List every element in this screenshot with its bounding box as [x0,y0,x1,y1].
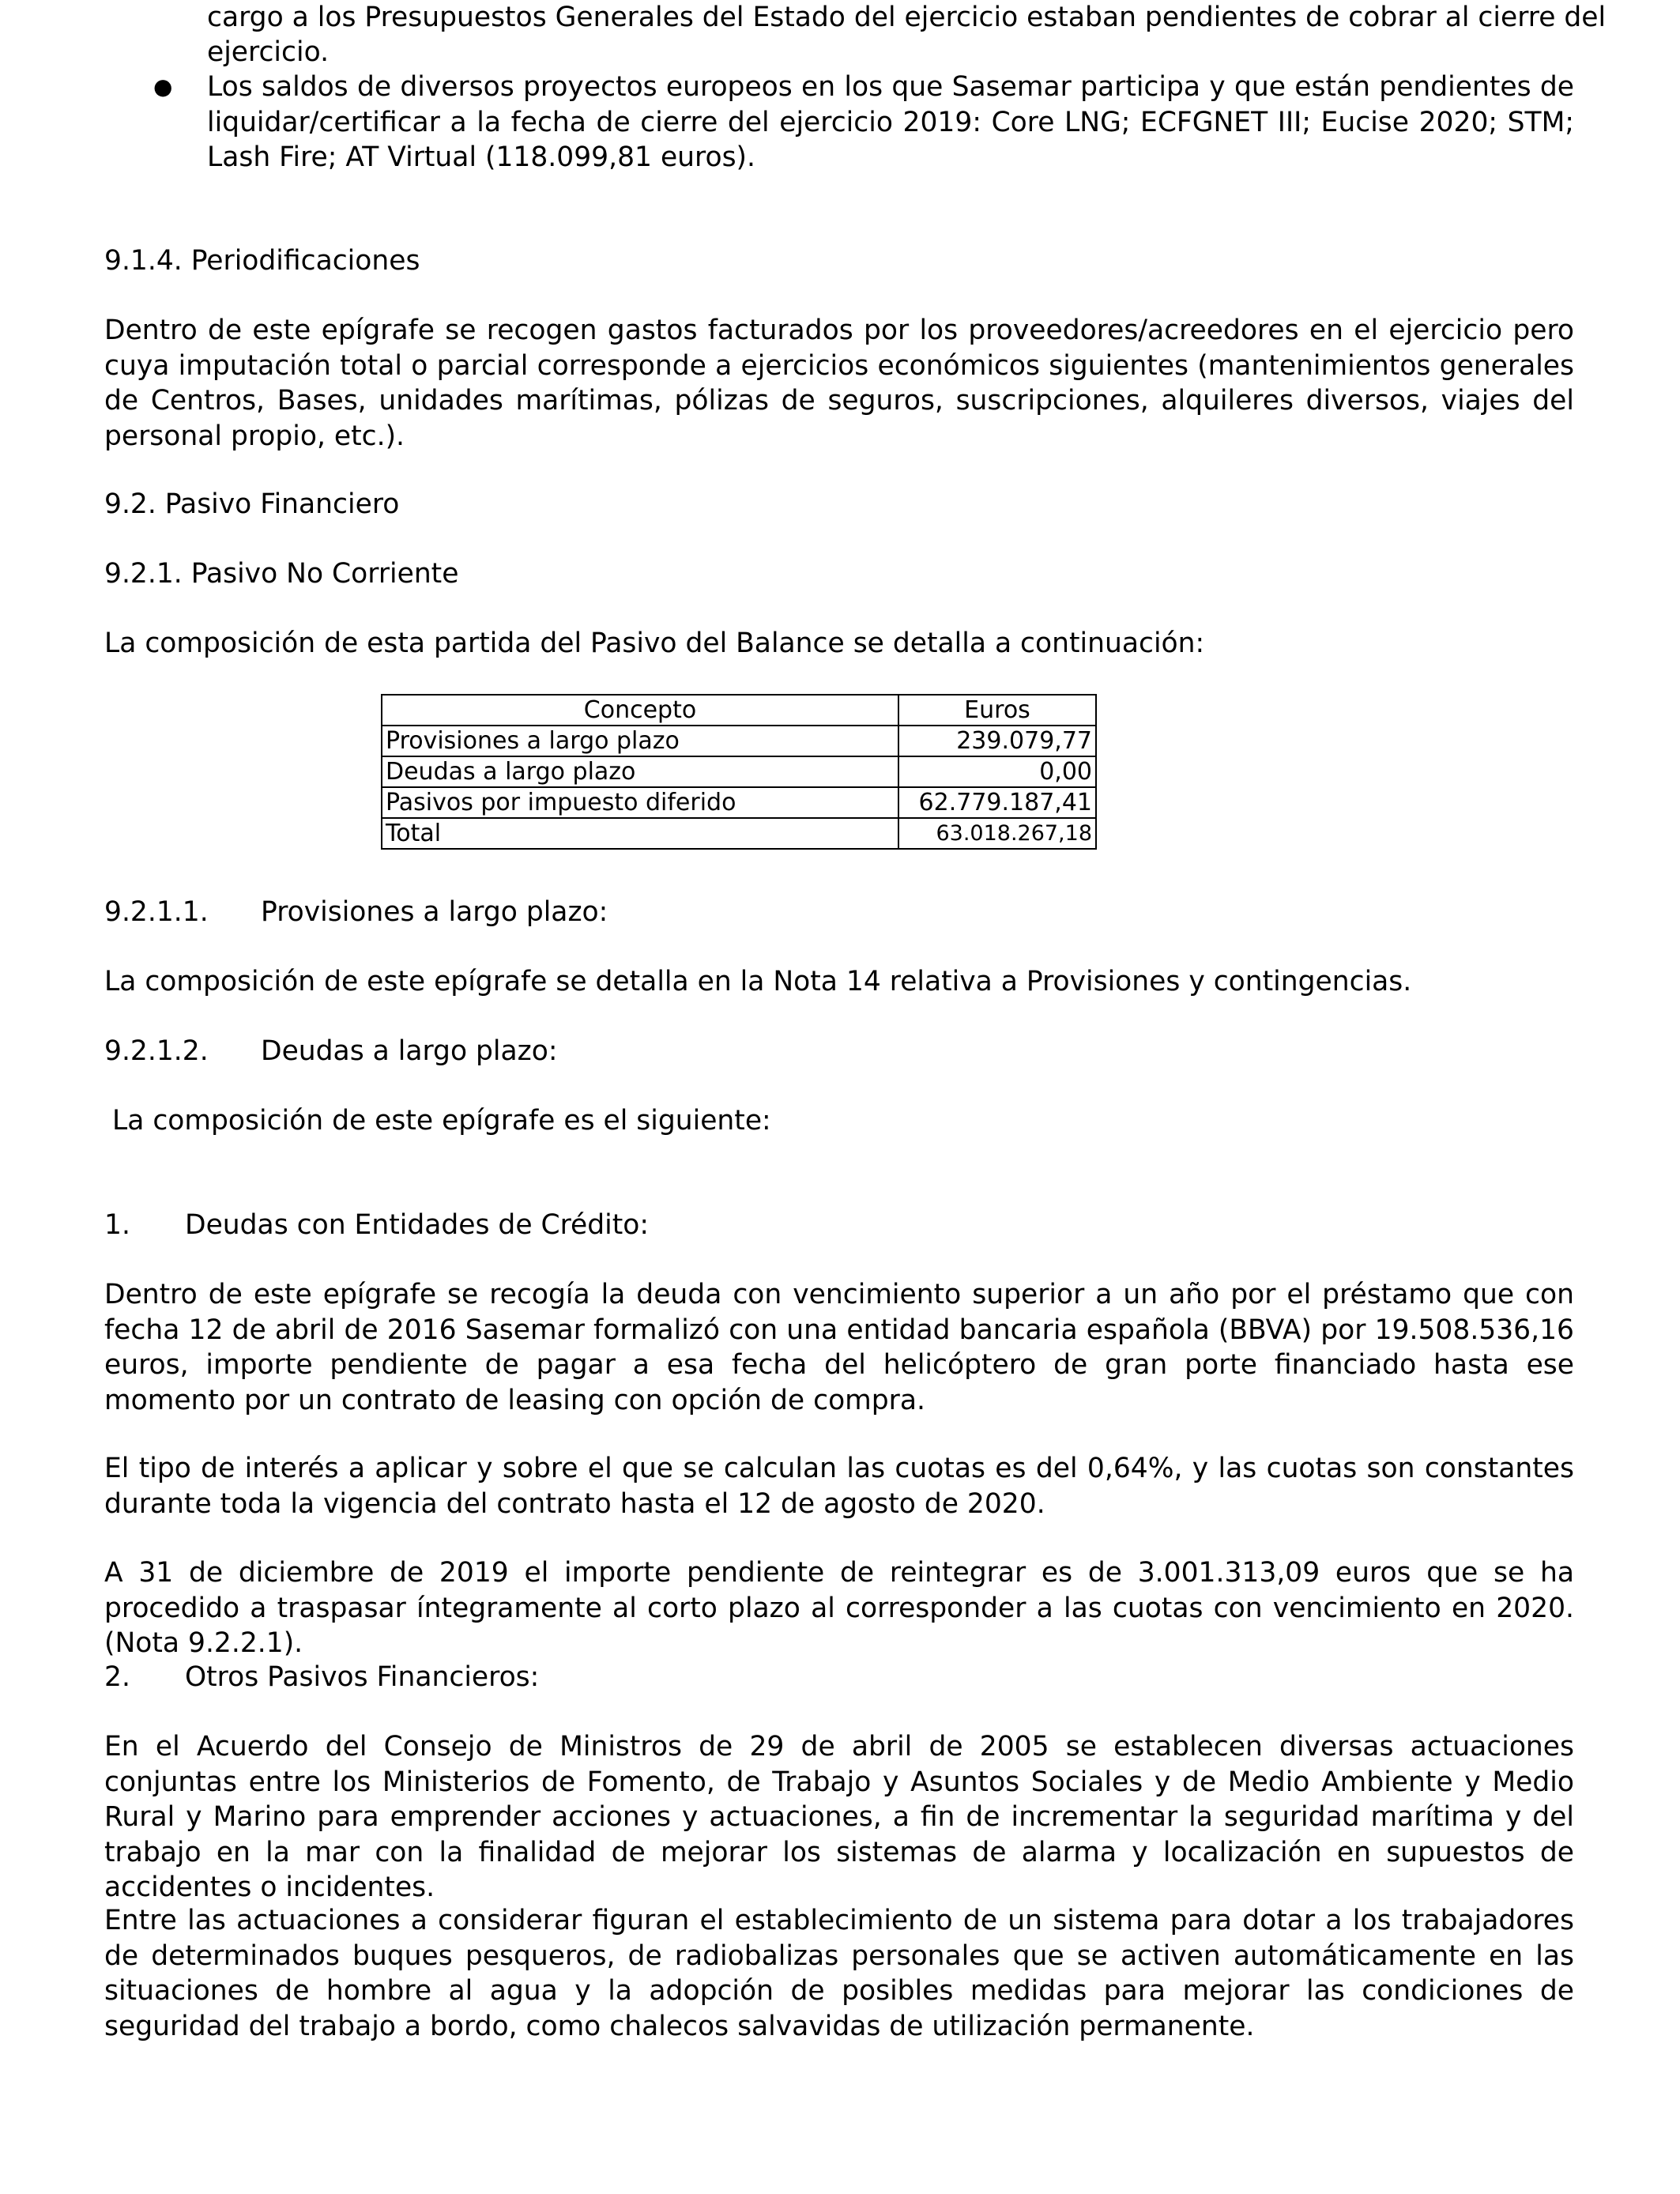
table-header-concepto: Concepto [382,695,898,726]
bullet-item-text: Los saldos de diversos proyectos europeos en los que Sasemar participa y que están pendientes de liquidar/certificar a la fecha de cierre del ejercicio 2019: Core LNG; ECFGNET III; Eucise 2020; STM; Lash Fire; AT Virtual (118.099,81 euros). [207,71,1574,173]
table-row [382,726,1096,756]
subsection-number: 9.2.1.1. [104,896,209,928]
table-header-euros: Euros [898,695,1096,726]
item1-paragraph-1: Dentro de este epígrafe se recogía la deuda con vencimiento superior a un año por el préstamo que con fecha 12 de abril de 2016 Sasemar formalizó con una entidad bancaria española (BBVA) por 19.508.536,16 euros, importe pendiente de pagar a esa fecha del helicóptero de gran porte financiado hasta ese momento por un contrato de leasing con opción de compra. [104,1279,1574,1416]
item1-paragraph-3: A 31 de diciembre de 2019 el importe pendiente de reintegrar es de 3.001.313,09 euros que se ha procedido a traspasar íntegramente al corto plazo al corresponder a las cuotas con vencimiento en 2020. (Nota 9.2.2.1). [104,1557,1574,1659]
table-cell-euros: 62.779.187,41 [898,787,1096,818]
item2-paragraph-1: En el Acuerdo del Consejo de Ministros de 29 de abril de 2005 se establecen diversas actuaciones conjuntas entre los Ministerios de Fomento, de Trabajo y Asuntos Sociales y de Medio Ambiente y Medio Rural y Marino para emprender acciones y actuaciones, a fin de incrementar la seguridad marítima y del trabajo en la mar con la finalidad de mejorar los sistemas de alarma y localización en supuestos de accidentes o incidentes. [104,1731,1574,1903]
intro-line-2: ejercicio. [207,36,330,68]
list-heading-1 [104,1208,1574,1243]
table-cell-total-label: Total [382,818,898,849]
table-row [382,756,1096,787]
list-title: Otros Pasivos Financieros: [185,1661,540,1693]
subsection-heading-9-2-1-1 [104,895,1574,930]
table-cell-concepto: Pasivos por impuesto diferido [382,787,898,818]
table-cell-euros: 0,00 [898,756,1096,787]
table-cell-concepto: Deudas a largo plazo [382,756,898,787]
bullet-dot-icon: ● [153,74,173,100]
table-row [382,787,1096,818]
subsection-text-9-2-1-2: La composición de este epígrafe es el siguiente: [112,1105,771,1137]
table-cell-concepto: Provisiones a largo plazo [382,726,898,756]
section-heading-9-2: 9.2. Pasivo Financiero [104,488,400,520]
section-heading-9-1-4: 9.1.4. Periodificaciones [104,245,420,277]
list-number: 2. [104,1661,130,1693]
section-text-9-1-4: Dentro de este epígrafe se recogen gastos facturados por los proveedores/acreedores en el ejercicio pero cuya imputación total o parcial corresponde a ejercicios económicos siguientes (mantenimientos generales de Centros, Bases, unidades marítimas, pólizas de seguros, suscripciones, alquileres diversos, viajes del personal propio, etc.). [104,315,1574,452]
table-header-row [382,695,1096,726]
table-total-row [382,818,1096,849]
pasivo-no-corriente-table [381,694,1097,850]
subsection-title: Provisiones a largo plazo: [261,896,608,928]
list-title: Deudas con Entidades de Crédito: [185,1209,650,1241]
subsection-number: 9.2.1.2. [104,1035,209,1067]
subsection-heading-9-2-1-2 [104,1034,1574,1069]
section-intro-9-2-1: La composición de esta partida del Pasivo del Balance se detalla a continuación: [104,628,1205,659]
table-cell-total-value: 63.018.267,18 [898,818,1096,849]
subsection-title: Deudas a largo plazo: [261,1035,558,1067]
list-heading-2 [104,1660,1574,1695]
item1-paragraph-2: El tipo de interés a aplicar y sobre el que se calculan las cuotas es del 0,64%, y las cuotas son constantes durante toda la vigencia del contrato hasta el 12 de agosto de 2020. [104,1453,1574,1520]
item2-paragraph-2: Entre las actuaciones a considerar figuran el establecimiento de un sistema para dotar a los trabajadores de determinados buques pesqueros, de radiobalizas personales que se activen automáticamente en las situaciones de hombre al agua y la adopción de posibles medidas para mejorar las condiciones de seguridad del trabajo a bordo, como chalecos salvavidas de utilización permanente. [104,1905,1574,2042]
list-number: 1. [104,1209,130,1241]
subsection-text-9-2-1-1: La composición de este epígrafe se detalla en la Nota 14 relativa a Provisiones y contingencias. [104,966,1412,997]
intro-line-1: cargo a los Presupuestos Generales del Estado del ejercicio estaban pendientes de cobrar al cierre del [207,2,1607,33]
section-heading-9-2-1: 9.2.1. Pasivo No Corriente [104,558,459,590]
table-cell-euros: 239.079,77 [898,726,1096,756]
